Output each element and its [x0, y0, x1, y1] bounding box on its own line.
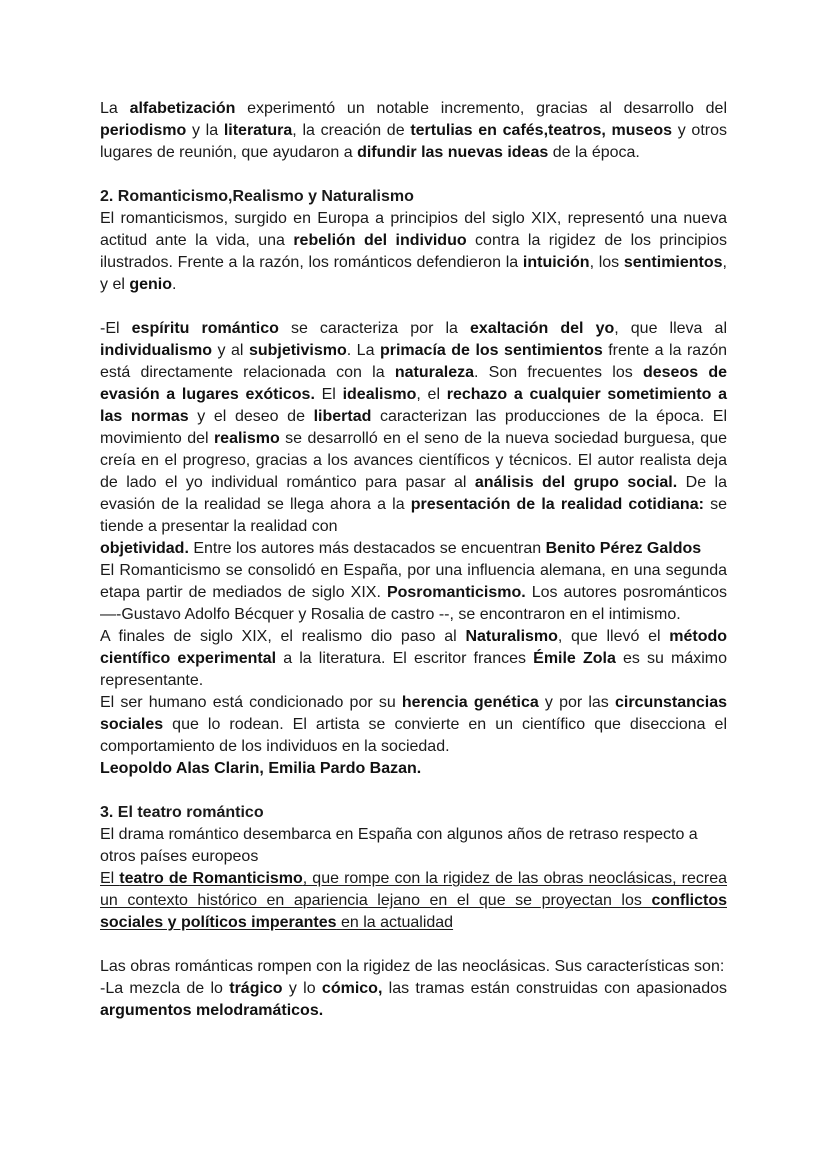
romantic-theatre-underlined-paragraph [100, 868, 727, 934]
bold-text-run: herencia genética [401, 694, 539, 711]
text-run: A finales de siglo XIX, el realismo dio paso al [100, 628, 466, 645]
bold-text-run: periodismo [100, 122, 187, 139]
bold-text-run: objetividad. [100, 540, 189, 557]
bold-text-run: Benito Pérez Galdos [545, 540, 702, 557]
bold-text-run: rebelión del individuo [293, 232, 467, 249]
bold-text-run: circunstancias sociales [100, 694, 728, 733]
document-page [100, 98, 727, 1022]
text-run: se tiende a presentar la realidad con [100, 496, 727, 535]
spacer [100, 296, 727, 318]
text-run: es su máximo representante. [100, 650, 728, 689]
text-run: y por las [538, 694, 615, 711]
text-run: El romanticismos, surgido en Europa a principios del siglo XIX, representó una nueva actitud ante la vida, una [100, 210, 727, 249]
text-run: La [100, 100, 130, 117]
romantic-drama-paragraph: El drama romántico desembarca en España con algunos años de retraso respecto a otros países europeos [100, 826, 698, 865]
text-run: El ser humano está condicionado por su [100, 694, 402, 711]
text-run: El Romanticismo se consolidó en España, por una influencia alemana, en una segunda etapa partir de mediados de siglo XIX. [100, 562, 727, 601]
text-run: , y el [100, 254, 727, 293]
bold-text-run: teatro de Romanticismo [119, 870, 303, 887]
bold-text-run: alfabetización [129, 100, 236, 117]
bold-text-run: deseos de evasión a lugares exóticos. [100, 364, 728, 403]
bold-text-run: exaltación del yo [470, 320, 615, 337]
bold-text-run: difundir las nuevas ideas [357, 144, 549, 161]
bold-text-run: rechazo a cualquier sometimiento a las normas [100, 386, 728, 425]
bold-text-run: cómico, [321, 980, 383, 997]
text-run: y al [212, 342, 249, 359]
text-run: caracterizan las producciones de la época. El movimiento del [100, 408, 727, 447]
text-run: . [172, 276, 177, 293]
authors-bold: Leopoldo Alas Clarin, Emilia Pardo Bazan. [100, 760, 422, 777]
text-run: El [314, 386, 343, 403]
spacer [100, 780, 727, 802]
naturalism-paragraph [100, 626, 727, 692]
bold-text-run: intuición [522, 254, 590, 271]
bold-text-run: Posromanticismo. [386, 584, 526, 601]
spacer [100, 164, 727, 186]
characteristics-intro-paragraph: Las obras románticas rompen con la rigidez de las neoclásicas. Sus características son: [100, 958, 725, 975]
bold-text-run: realismo [213, 430, 280, 447]
text-run: y lo [282, 980, 322, 997]
bold-text-run: presentación de la realidad cotidiana: [410, 496, 704, 513]
text-run: y otros lugares de reunión, que ayudaron a [100, 122, 727, 161]
bold-text-run: Naturalismo [465, 628, 558, 645]
bold-text-run: argumentos melodramáticos. [100, 1002, 324, 1019]
bold-text-run: análisis del grupo social. [474, 474, 678, 491]
text-run: de la época. [548, 144, 640, 161]
text-run: experimentó un notable incremento, gracias al desarrollo del [235, 100, 727, 117]
text-run: . La [346, 342, 380, 359]
text-run: que lo rodean. El artista se convierte en un científico que disecciona el comportamiento de los individuos en la sociedad. [100, 716, 727, 755]
section-2-heading: 2. Romanticismo,Realismo y Naturalismo [100, 188, 414, 205]
text-run: -La mezcla de lo [100, 980, 230, 997]
text-run: Los autores posrománticos —-Gustavo Adolfo Bécquer y Rosalia de castro --, se encontraron en el intimismo. [100, 584, 728, 623]
bold-text-run: trágico [229, 980, 283, 997]
text-run: , los [589, 254, 624, 271]
bold-text-run: naturaleza [394, 364, 474, 381]
text-run: El [100, 870, 120, 887]
naturalism-authors-line [100, 758, 727, 780]
spacer [100, 934, 727, 956]
bold-text-run: espíritu romántico [131, 320, 279, 337]
romanticism-definition-paragraph [100, 208, 727, 296]
bold-text-run: sentimientos [623, 254, 723, 271]
characteristics-item-paragraph [100, 978, 727, 1022]
text-run: contra la rigidez de los principios ilustrados. Frente a la razón, los románticos defendieron la [100, 232, 728, 271]
text-run: y el deseo de [188, 408, 314, 425]
bold-text-run: tertulias en cafés,teatros, museos [410, 122, 672, 139]
text-run: , que lleva al [614, 320, 727, 337]
realism-authors-paragraph [100, 538, 727, 560]
text-run: . Son frecuentes los [473, 364, 643, 381]
bold-text-run: Émile Zola [533, 650, 616, 667]
text-run: , que llevó el [557, 628, 670, 645]
text-run: en la actualidad [336, 914, 454, 931]
text-run: las tramas están construidas con apasionados [382, 980, 727, 997]
bold-text-run: primacía de los sentimientos [379, 342, 603, 359]
bold-text-run: método científico experimental [100, 628, 728, 667]
text-run: a la literatura. El escritor frances [276, 650, 534, 667]
bold-text-run: genio [129, 276, 173, 293]
text-run: frente a la razón está directamente relacionada con la [100, 342, 727, 381]
bold-text-run: individualismo [100, 342, 213, 359]
text-run: y la [186, 122, 224, 139]
text-run: , la creación de [292, 122, 411, 139]
bold-text-run: libertad [313, 408, 372, 425]
romantic-spirit-paragraph [100, 318, 727, 538]
text-run: , el [416, 386, 447, 403]
text-run: , que rompe con la rigidez de las obras neoclásicas, recrea un contexto histórico en apariencia lejano en el que se proyectan los [100, 870, 727, 909]
posromanticism-paragraph [100, 560, 727, 626]
text-run: se desarrolló en el seno de la nueva sociedad burguesa, que creía en el progreso, gracias a los avances científicos y técnicos. El autor realista deja de lado el yo individual romántico para pasar al [100, 430, 727, 491]
text-run: -El [100, 320, 132, 337]
bold-text-run: idealismo [342, 386, 417, 403]
text-run: De la evasión de la realidad se llega ahora a la [100, 474, 728, 513]
intro-paragraph [100, 98, 727, 164]
text-run: Entre los autores más destacados se encuentran [188, 540, 546, 557]
naturalism-human-paragraph [100, 692, 727, 758]
bold-text-run: conflictos sociales y políticos imperantes [100, 892, 727, 931]
bold-text-run: literatura [223, 122, 293, 139]
text-run: se caracteriza por la [278, 320, 471, 337]
bold-text-run: subjetivismo [248, 342, 347, 359]
section-3-heading: 3. El teatro romántico [100, 804, 264, 821]
